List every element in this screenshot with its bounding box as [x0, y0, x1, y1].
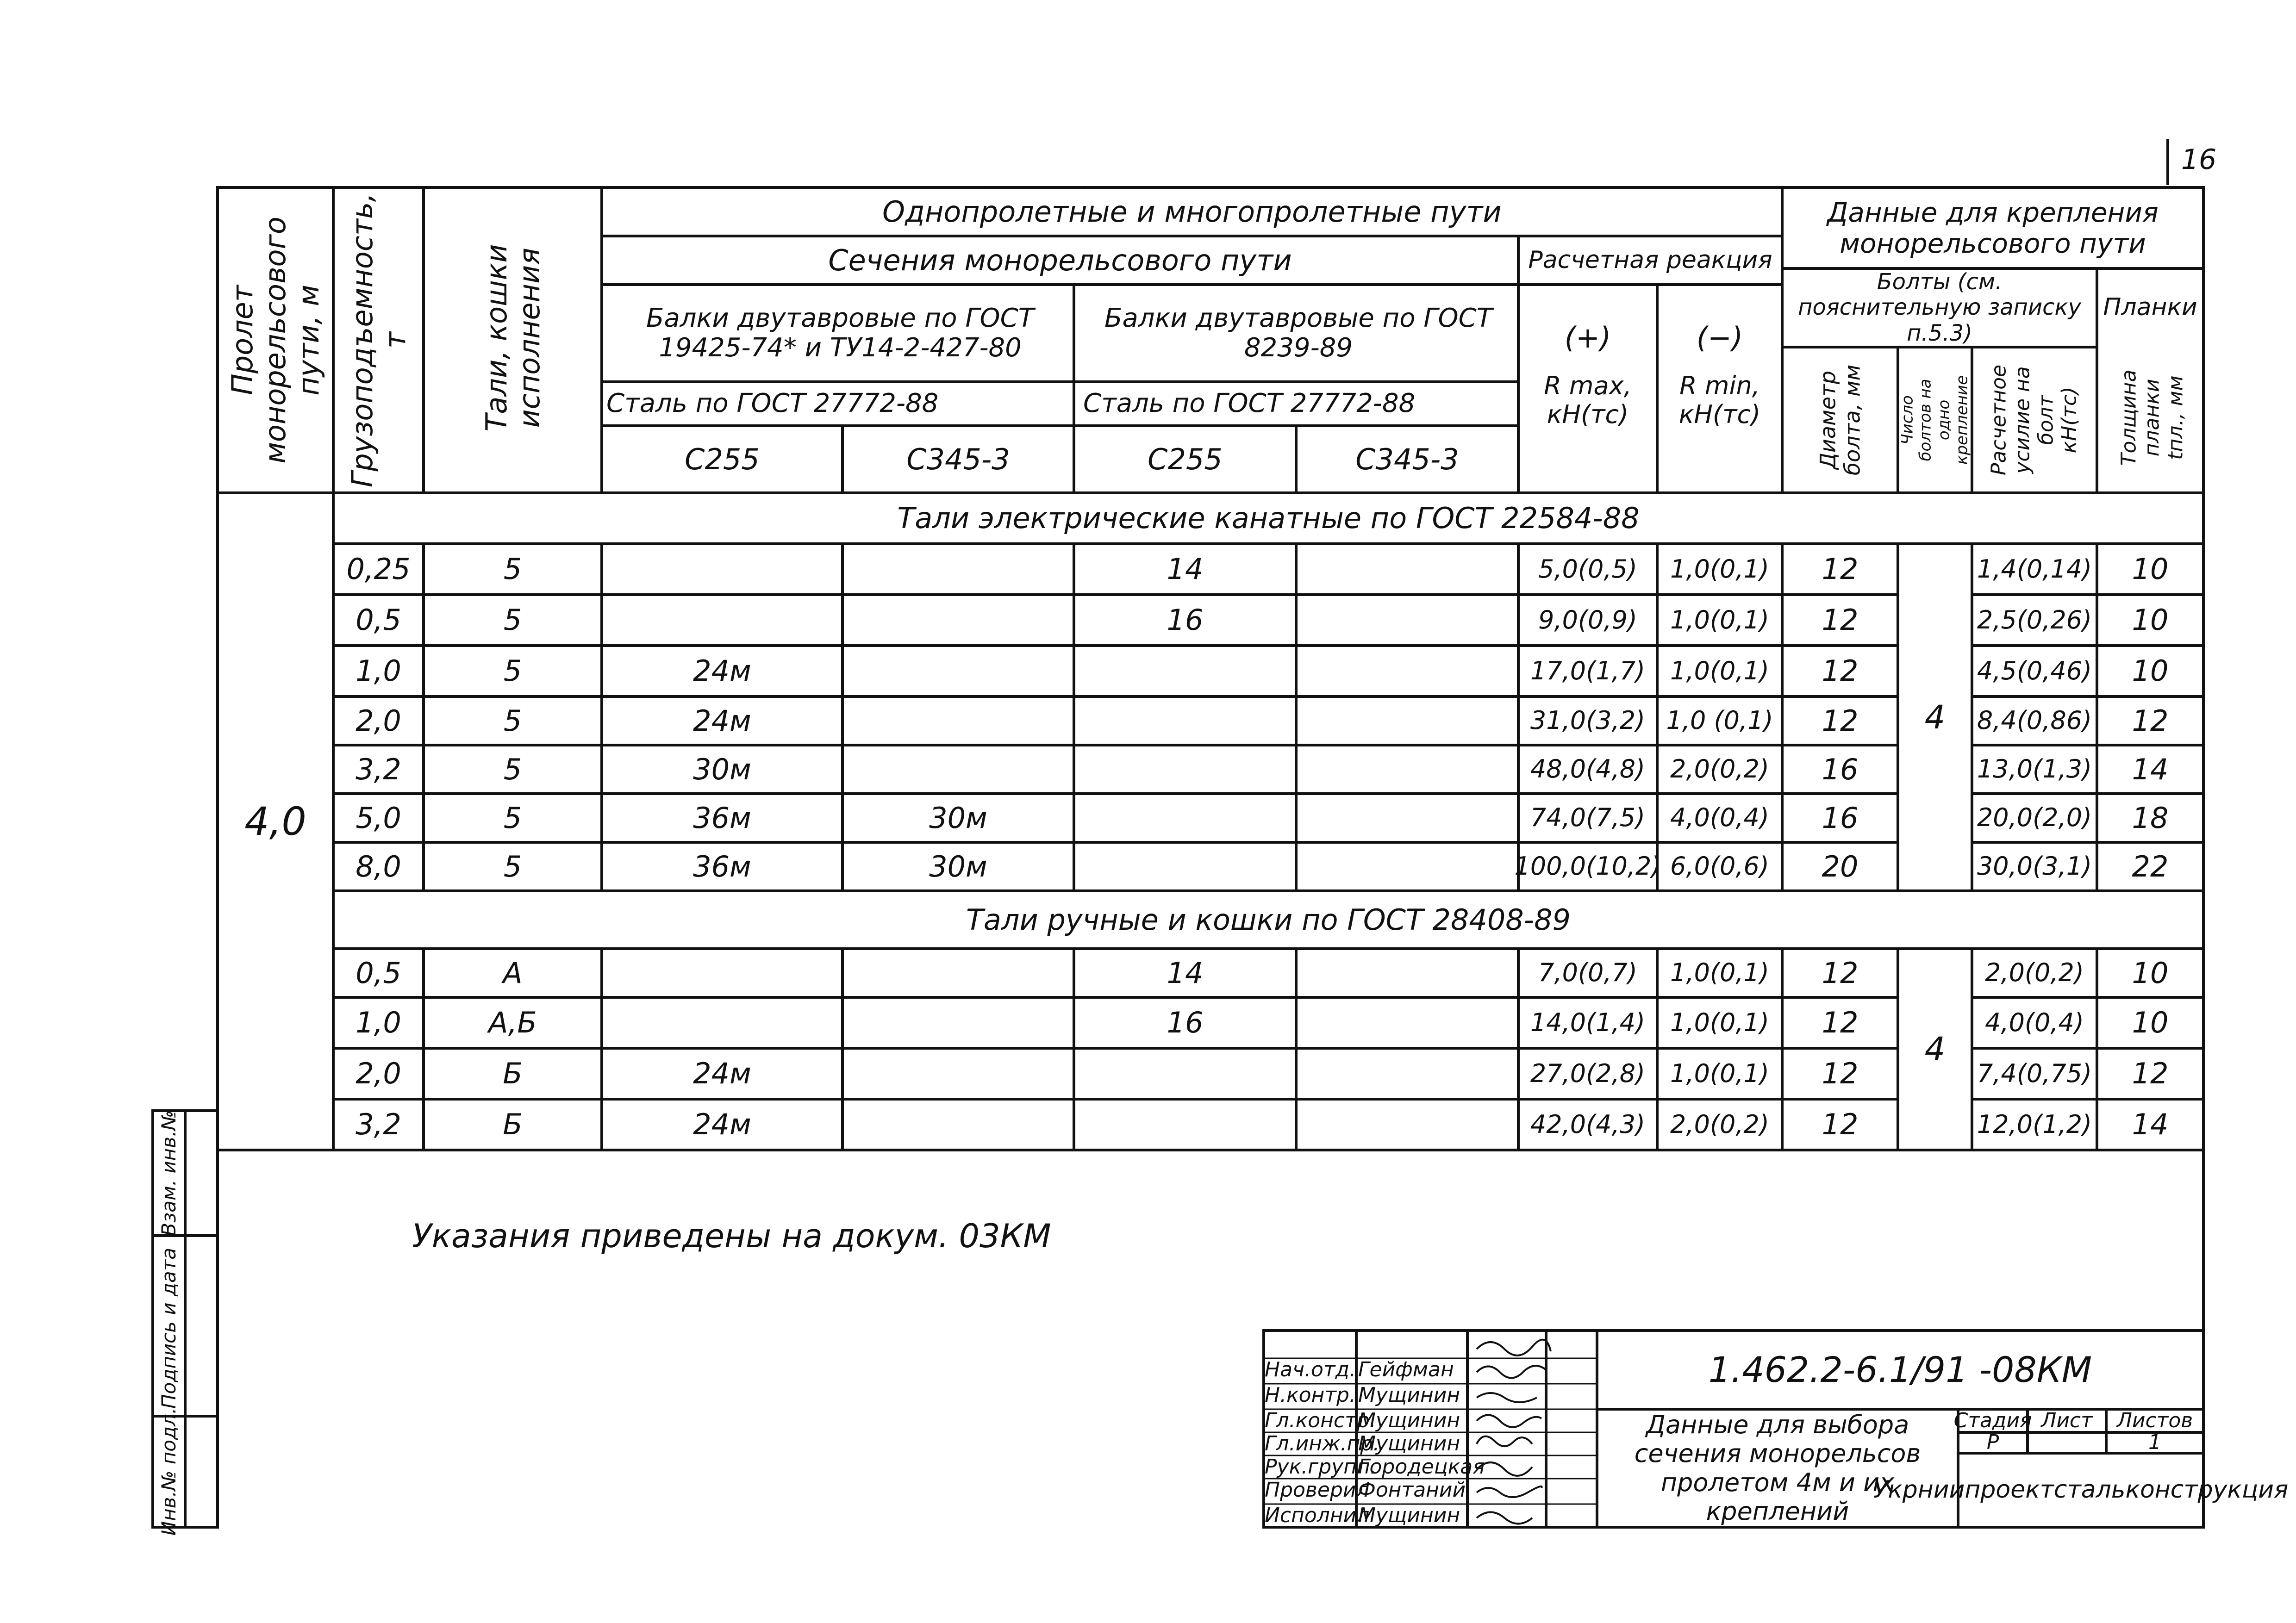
group2-row-1-s3: 14: [1167, 956, 1204, 990]
group2-row-2-s2: [842, 997, 1074, 1048]
group2-row-2-s4: [1296, 997, 1518, 1048]
group1-row-7-s4: [1296, 842, 1518, 891]
group2-row-2-f: 4,0(0,4): [1985, 1007, 2084, 1037]
group1-row-7-t: 22: [2132, 849, 2169, 883]
tb-name-1: Гейфман: [1358, 1357, 1454, 1381]
group1-row-2-s1: [602, 595, 842, 646]
rmax-label: R max, кН(тс): [1544, 371, 1632, 429]
group2-bolt-count: 4: [1924, 1030, 1946, 1069]
stamp-sign: Подпись и дата: [157, 1248, 180, 1409]
sheets-label: Листов: [2116, 1408, 2193, 1432]
bolts-title: Болты (см. пояснительную записку п.5.3): [1798, 269, 2081, 346]
group2-row-3-s2: [842, 1048, 1074, 1099]
sheet-value: [2028, 1432, 2106, 1453]
group2-row-4-s1: 24м: [693, 1107, 751, 1142]
group1-row-6-hoist: 5: [503, 801, 522, 835]
stage-value: Р: [1986, 1430, 1999, 1455]
group2-row-4-s4: [1296, 1099, 1518, 1150]
group2-row-1-hoist: А: [503, 956, 523, 990]
tb-name-3: Мущинин: [1358, 1408, 1460, 1432]
group1-row-7-rmax: 100,0(10,2): [1514, 852, 1661, 881]
group1-row-5-d: 16: [1822, 752, 1859, 786]
sections-title: Сечения монорельсового пути: [828, 243, 1292, 277]
group1-row-6-s2: 30м: [929, 801, 987, 835]
group2-row-3-rmin: 1,0(0,1): [1670, 1058, 1769, 1088]
group1-row-1-d: 12: [1822, 552, 1859, 586]
group2-row-2-rmin: 1,0(0,1): [1670, 1007, 1769, 1037]
group1-row-1-s2: [842, 544, 1074, 595]
group1-row-2-s4: [1296, 595, 1518, 646]
group1-row-3-s4: [1296, 646, 1518, 696]
group1-row-6-f: 20,0(2,0): [1977, 803, 2092, 833]
beams-1: Балки двутавровые по ГОСТ 19425-74* и ТУ14-2-427-80: [646, 303, 1034, 363]
group2-row-1-s2: [842, 949, 1074, 997]
group1-row-7-hoist: 5: [503, 849, 522, 883]
group2-row-1-rmax: 7,0(0,7): [1538, 958, 1637, 988]
group1-row-1-hoist: 5: [503, 552, 522, 586]
plates-title: Планки: [2103, 293, 2197, 322]
group1-row-7-d: 20: [1822, 849, 1859, 883]
group1-row-2-hoist: 5: [503, 603, 522, 637]
group1-row-3-load: 1,0: [356, 654, 401, 688]
header-hoist: Тали, кошки исполнения: [479, 244, 546, 432]
group1-row-7-s1: 36м: [693, 849, 751, 883]
tb-name-4: Мущинин: [1358, 1431, 1460, 1455]
group2-row-1-load: 0,5: [356, 956, 401, 990]
group1-row-5-rmax: 48,0(4,8): [1530, 754, 1646, 784]
tb-role-2: Н.контр.: [1265, 1383, 1356, 1407]
rmin-label: R min, кН(тс): [1678, 371, 1761, 429]
fix-title: Данные для крепления монорельсового пути: [1827, 196, 2159, 259]
tb-role-1: Нач.отд.: [1265, 1357, 1356, 1381]
group1-row-4-s4: [1296, 696, 1518, 745]
group2-row-3-s4: [1296, 1048, 1518, 1099]
group1-row-4-load: 2,0: [356, 703, 401, 738]
steel-s3: С255: [1148, 442, 1223, 476]
group1-row-2-rmin: 1,0(0,1): [1670, 605, 1769, 634]
group2-row-3-f: 7,4(0,75): [1977, 1058, 2092, 1088]
group2-row-1-s1: [602, 949, 842, 997]
stamp-inv: Инв.№ подл.: [157, 1407, 180, 1536]
group1-row-6-s1: 36м: [693, 801, 751, 835]
reaction-title: Расчетная реакция: [1528, 246, 1772, 274]
group1-row-1-load: 0,25: [346, 552, 411, 586]
steel-2: Сталь по ГОСТ 27772-88: [1083, 388, 1416, 419]
group1-row-5-s3: [1074, 745, 1296, 794]
group2-row-1-f: 2,0(0,2): [1985, 958, 2084, 988]
group2-row-1-t: 10: [2132, 956, 2169, 990]
doc-title: Данные для выбора сечения монорельсов пролетом 4м и их креплений: [1634, 1410, 1921, 1526]
group1-row-2-load: 0,5: [356, 603, 401, 637]
group1-row-4-s3: [1074, 696, 1296, 745]
group1-row-3-rmin: 1,0(0,1): [1670, 656, 1769, 685]
group1-bolt-count: 4: [1924, 698, 1946, 736]
group2-row-3-load: 2,0: [356, 1057, 401, 1091]
group1-row-7-load: 8,0: [356, 849, 401, 883]
group1-row-6-s3: [1074, 794, 1296, 842]
tb-role-6: Проверил: [1265, 1478, 1369, 1502]
group2-title: Тали ручные и кошки по ГОСТ 28408-89: [966, 902, 1571, 937]
bolt-diam: Диаметр болта, мм: [1815, 364, 1865, 476]
group1-row-5-s2: [842, 745, 1074, 794]
group2-row-2-s1: [602, 997, 842, 1048]
bolt-force: Расчетное усилие на болт кН(тс): [1987, 364, 2081, 476]
group1-row-6-rmin: 4,0(0,4): [1670, 803, 1769, 833]
tb-name-2: Мущинин: [1358, 1383, 1460, 1407]
group1-row-4-rmax: 31,0(3,2): [1530, 706, 1646, 735]
group1-row-1-rmax: 5,0(0,5): [1538, 554, 1637, 584]
group2-row-4-load: 3,2: [356, 1107, 401, 1142]
organization: Укрниипроектстальконструкция: [1873, 1476, 2289, 1504]
group2-row-2-rmax: 14,0(1,4): [1530, 1007, 1646, 1037]
group1-row-1-rmin: 1,0(0,1): [1670, 554, 1769, 584]
group1-row-4-hoist: 5: [503, 703, 522, 738]
group1-row-2-s3: 16: [1167, 603, 1204, 637]
group1-row-7-rmin: 6,0(0,6): [1670, 852, 1769, 881]
group1-row-3-d: 12: [1822, 654, 1859, 688]
group1-row-1-s3: 14: [1167, 552, 1204, 586]
steel-s4: С345-3: [1355, 442, 1459, 476]
group1-row-2-d: 12: [1822, 603, 1859, 637]
group1-row-1-s1: [602, 544, 842, 595]
header-load: Грузоподъемность, т: [345, 193, 412, 488]
group2-row-2-d: 12: [1822, 1006, 1859, 1040]
group1-row-1-f: 1,4(0,14): [1977, 554, 2092, 584]
group-title: Однопролетные и многопролетные пути: [882, 194, 1502, 229]
group1-row-7-s3: [1074, 842, 1296, 891]
group1-row-2-s2: [842, 595, 1074, 646]
group1-row-3-f: 4,5(0,46): [1977, 656, 2092, 685]
group2-row-3-hoist: Б: [503, 1057, 523, 1091]
group2-row-4-s3: [1074, 1099, 1296, 1150]
page-number: 16: [2181, 143, 2217, 176]
group1-row-5-s4: [1296, 745, 1518, 794]
rmin-sign: (−): [1696, 321, 1743, 355]
group2-row-3-s3: [1074, 1048, 1296, 1099]
group1-row-4-s2: [842, 696, 1074, 745]
rmax-sign: (+): [1564, 321, 1611, 355]
group2-row-3-s1: 24м: [693, 1057, 751, 1091]
group2-row-3-d: 12: [1822, 1057, 1859, 1091]
note: Указания приведены на докум. 03КМ: [412, 1217, 1051, 1255]
group1-row-4-rmin: 1,0 (0,1): [1666, 706, 1773, 735]
bolt-count: Число болтов на одно крепление: [1898, 375, 1972, 465]
tb-name-7: Мущинин: [1358, 1503, 1460, 1527]
tb-role-4: Гл.инж.пр.: [1265, 1431, 1380, 1455]
tb-role-3: Гл.констр.: [1265, 1408, 1376, 1432]
group1-row-2-rmax: 9,0(0,9): [1538, 605, 1637, 634]
group1-row-7-s2: 30м: [929, 849, 987, 883]
group1-row-4-s1: 24м: [693, 703, 751, 738]
group1-row-3-t: 10: [2132, 654, 2169, 688]
group1-row-3-s3: [1074, 646, 1296, 696]
group1-row-4-d: 12: [1822, 703, 1859, 738]
group1-row-6-load: 5,0: [356, 801, 401, 835]
group2-row-1-rmin: 1,0(0,1): [1670, 958, 1769, 988]
group1-row-2-t: 10: [2132, 603, 2169, 637]
steel-s1: С255: [685, 442, 760, 476]
group1-row-7-f: 30,0(3,1): [1977, 852, 2092, 881]
group1-row-6-t: 18: [2132, 801, 2169, 835]
tb-role-7: Исполнил: [1265, 1503, 1370, 1527]
group1-row-5-hoist: 5: [503, 752, 522, 786]
steel-1: Сталь по ГОСТ 27772-88: [606, 388, 939, 419]
sheet-label: Лист: [2041, 1408, 2093, 1432]
group2-row-2-s3: 16: [1167, 1006, 1204, 1040]
group1-row-5-rmin: 2,0(0,2): [1670, 754, 1769, 784]
group1-row-1-t: 10: [2132, 552, 2169, 586]
sheets-value: 1: [2148, 1430, 2161, 1455]
group1-row-4-t: 12: [2132, 703, 2169, 738]
group2-row-2-t: 10: [2132, 1006, 2169, 1040]
group2-row-1-s4: [1296, 949, 1518, 997]
group1-row-2-f: 2,5(0,26): [1977, 605, 2092, 634]
group2-row-1-d: 12: [1822, 956, 1859, 990]
group1-row-3-s1: 24м: [693, 654, 751, 688]
stamp-replace: Взам. инв.№: [157, 1110, 180, 1236]
group1-row-1-s4: [1296, 544, 1518, 595]
group1-row-5-t: 14: [2132, 752, 2169, 786]
group1-row-3-rmax: 17,0(1,7): [1530, 656, 1646, 685]
tb-name-5: Городецкая: [1358, 1455, 1485, 1479]
group2-row-4-t: 14: [2132, 1107, 2169, 1142]
beams-2: Балки двутавровые по ГОСТ 8239-89: [1104, 303, 1492, 363]
group1-row-6-s4: [1296, 794, 1518, 842]
group2-row-4-s2: [842, 1099, 1074, 1150]
group2-row-3-t: 12: [2132, 1057, 2169, 1091]
span-value: 4,0: [244, 798, 306, 844]
group1-row-6-d: 16: [1822, 801, 1859, 835]
group2-row-4-hoist: Б: [503, 1107, 523, 1142]
group1-row-5-f: 13,0(1,3): [1977, 754, 2092, 784]
group2-row-4-d: 12: [1822, 1107, 1859, 1142]
doc-code: 1.462.2-6.1/91 -08КМ: [1708, 1349, 2092, 1391]
group1-row-5-s1: 30м: [693, 752, 751, 786]
group2-row-2-hoist: А,Б: [488, 1006, 537, 1040]
group1-row-3-s2: [842, 646, 1074, 696]
group1-title: Тали электрические канатные по ГОСТ 22584-88: [897, 501, 1640, 535]
stage-label: Стадия: [1953, 1408, 2032, 1432]
plate-thick: Толщина планки tпл., мм: [2117, 369, 2188, 466]
group2-row-4-rmin: 2,0(0,2): [1670, 1109, 1769, 1139]
group2-row-3-rmax: 27,0(2,8): [1530, 1058, 1646, 1088]
group2-row-4-f: 12,0(1,2): [1977, 1109, 2092, 1139]
group1-row-6-rmax: 74,0(7,5): [1530, 803, 1646, 833]
header-span: Пролет монорельсового пути, м: [225, 217, 325, 464]
group2-row-2-load: 1,0: [356, 1006, 401, 1040]
tb-role-5: Рук.групп.: [1265, 1455, 1377, 1479]
group1-row-4-f: 8,4(0,86): [1977, 706, 2092, 735]
tb-name-6: Фонтаний: [1358, 1478, 1466, 1502]
steel-s2: С345-3: [906, 442, 1010, 476]
group2-row-4-rmax: 42,0(4,3): [1530, 1109, 1646, 1139]
group1-row-5-load: 3,2: [356, 752, 401, 786]
group1-row-3-hoist: 5: [503, 654, 522, 688]
